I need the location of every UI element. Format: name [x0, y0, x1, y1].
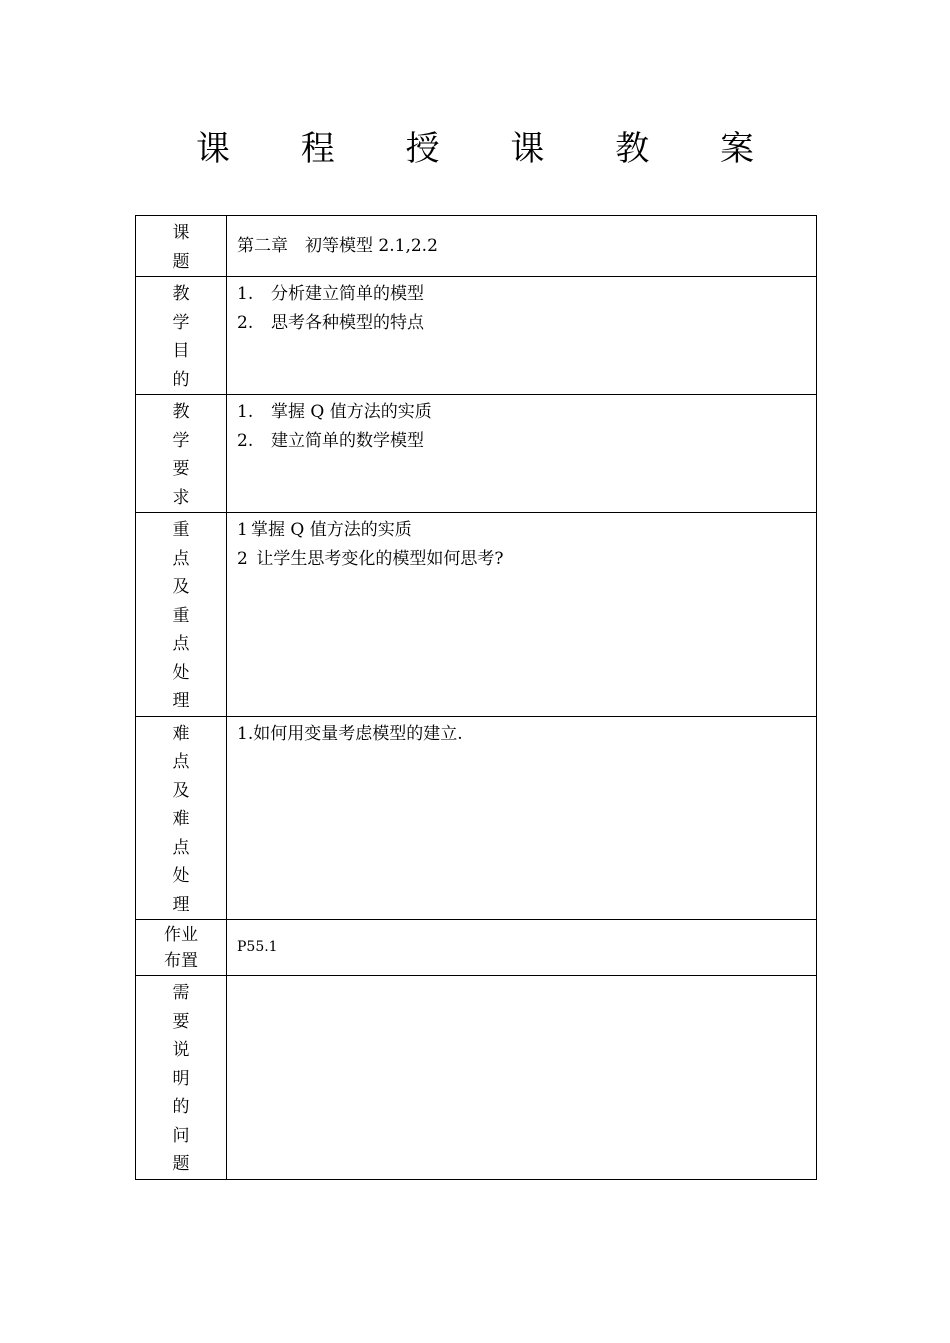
- content-teaching-goals: [227, 277, 817, 395]
- content-homework: [227, 920, 817, 976]
- list-item: 2. 思考各种模型的特点: [237, 312, 424, 333]
- homework-text: P55.1: [237, 939, 278, 956]
- content-subject: [227, 216, 817, 277]
- row-teaching-requirements: [136, 395, 817, 513]
- content-teaching-requirements: [227, 395, 817, 513]
- list-item: 2 让学生思考变化的模型如何思考?: [237, 548, 504, 569]
- list-item: 2. 建立简单的数学模型: [237, 430, 424, 451]
- content-notes: [227, 976, 817, 1180]
- row-key-points: [136, 513, 817, 717]
- row-homework: [136, 920, 817, 976]
- label-teaching-requirements: 教 学 要 求: [136, 395, 227, 513]
- list-item: 1. 掌握 Q 值方法的实质: [237, 402, 432, 422]
- label-subject: 课 题: [136, 216, 227, 277]
- row-subject: [136, 216, 817, 277]
- label-key-points: 重 点 及 重 点 处 理: [136, 513, 227, 717]
- label-teaching-goals: 教 学 目 的: [136, 277, 227, 395]
- lesson-plan-table: [135, 215, 817, 1180]
- row-teaching-goals: [136, 277, 817, 395]
- list-item: 1.如何用变量考虑模型的建立.: [237, 723, 463, 744]
- label-notes: 需 要 说 明 的 问 题: [136, 976, 227, 1180]
- row-difficult-points: [136, 716, 817, 920]
- subject-text: 第二章 初等模型 2.1,2.2: [237, 235, 438, 256]
- content-difficult-points: [227, 716, 817, 920]
- label-difficult-points: 难 点 及 难 点 处 理: [136, 716, 227, 920]
- label-homework: 作业 布置: [136, 920, 227, 976]
- content-key-points: [227, 513, 817, 717]
- page-title: 课 程 授 课 教 案: [195, 129, 785, 169]
- row-notes: [136, 976, 817, 1180]
- list-item: 1. 分析建立简单的模型: [237, 284, 424, 304]
- list-item: 1 掌握 Q 值方法的实质: [237, 520, 412, 540]
